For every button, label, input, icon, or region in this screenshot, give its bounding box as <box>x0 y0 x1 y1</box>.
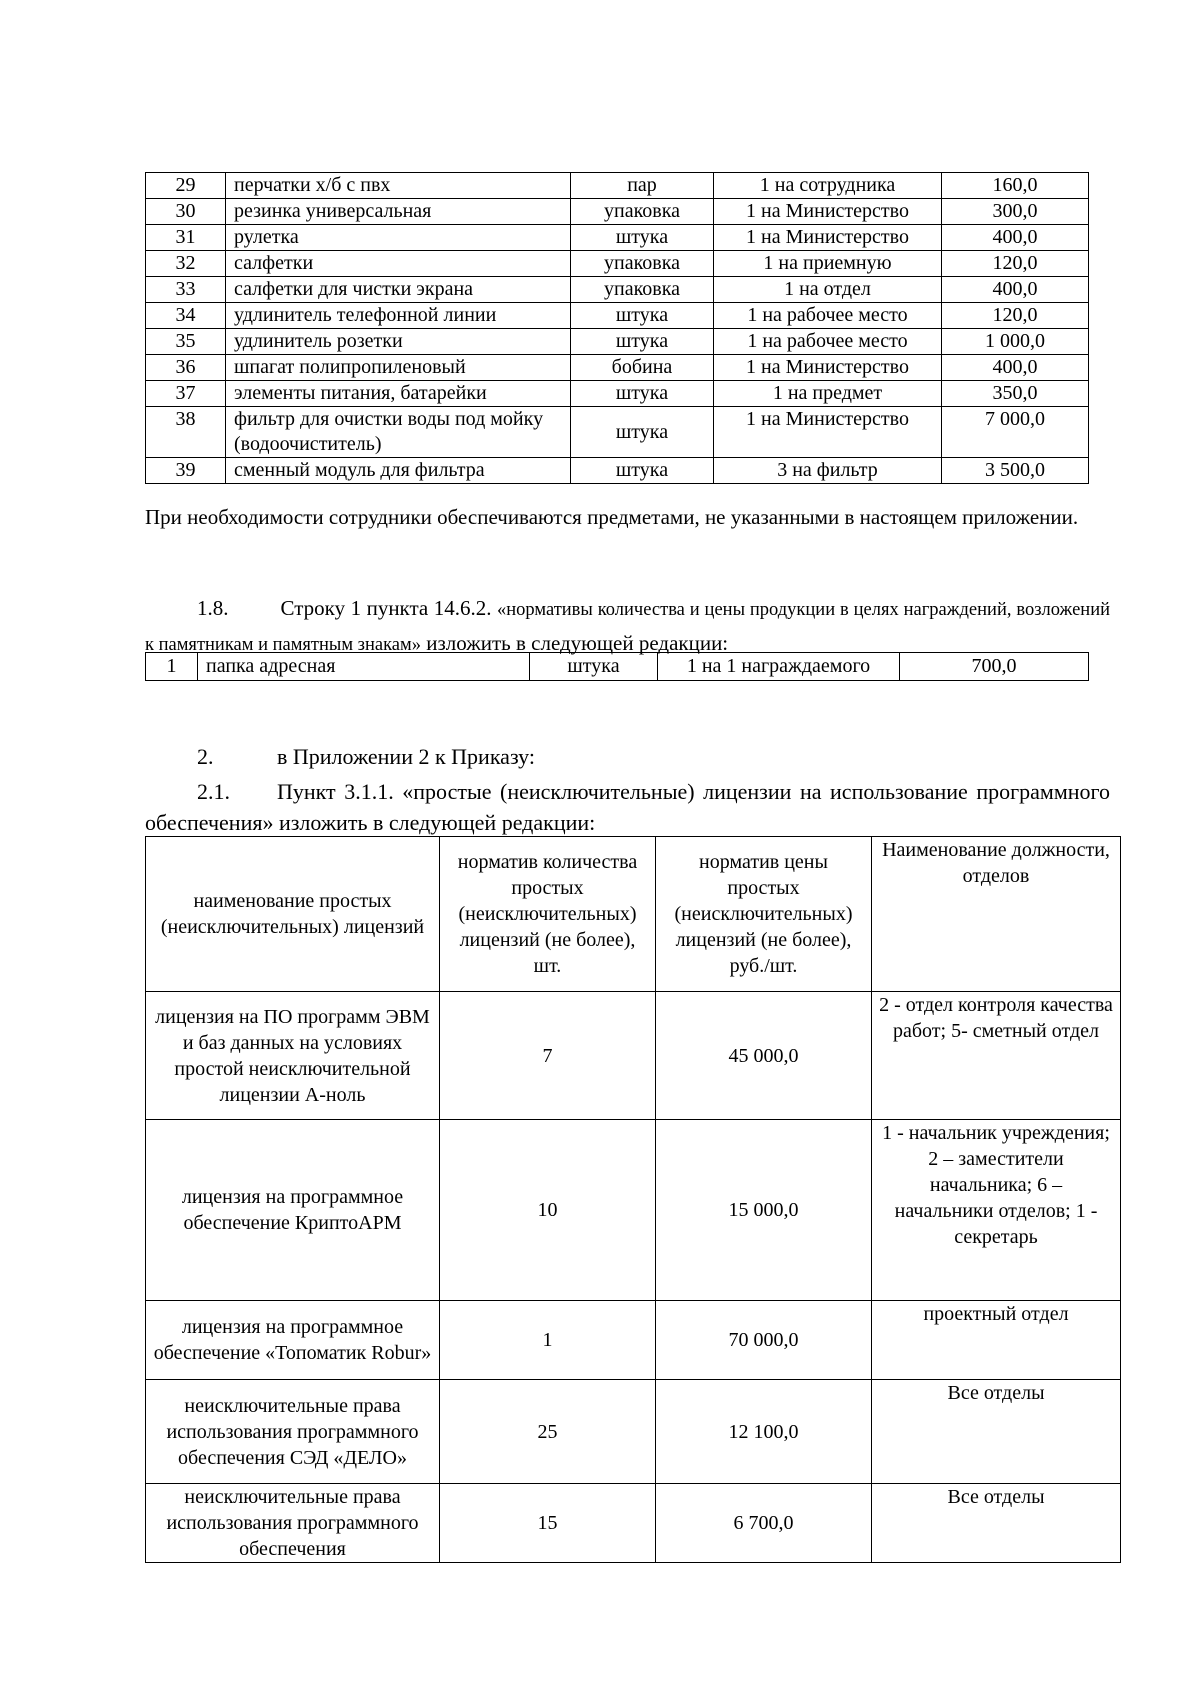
item-unit: штука <box>530 653 658 681</box>
license-quantity: 1 <box>440 1301 656 1380</box>
table-row <box>146 355 1089 381</box>
table-row <box>146 1120 1121 1301</box>
header-positions: Наименование должности, отделов <box>872 837 1121 992</box>
license-positions: 2 - отдел контроля качества работ; 5- сметный отдел <box>872 992 1121 1120</box>
item-unit: штука <box>571 225 714 251</box>
row-number: 32 <box>146 251 226 277</box>
item-name: шпагат полипропиленовый <box>226 355 571 381</box>
item-price: 1 000,0 <box>942 329 1089 355</box>
table-row <box>146 653 1089 681</box>
header-quantity: норматив количества простых (неисключительных) лицензий (не более), шт. <box>440 837 656 992</box>
award-table <box>145 652 1089 681</box>
section-text: Пункт 3.1.1. «простые (неисключительные) лицензии на использование программного обеспечения» изложить в следующей редакции: <box>145 779 1110 835</box>
license-positions: Все отделы <box>872 1380 1121 1484</box>
item-name: элементы питания, батарейки <box>226 381 571 407</box>
header-price: норматив цены простых (неисключительных) лицензий (не более), руб./шт. <box>656 837 872 992</box>
section-quote: «нормативы количества и цены продукции в целях награждений, возложений к памятникам и памятным знакам» <box>145 600 1110 655</box>
section-2-1 <box>145 776 1110 838</box>
section-text: в Приложении 2 к Приказу: <box>277 744 535 769</box>
item-unit: пар <box>571 173 714 199</box>
item-norm: 1 на Министерство <box>714 407 942 458</box>
license-price: 45 000,0 <box>656 992 872 1120</box>
item-price: 160,0 <box>942 173 1089 199</box>
header-license-name: наименование простых (неисключительных) лицензий <box>146 837 440 992</box>
section-number: 2. <box>197 744 214 769</box>
license-quantity: 10 <box>440 1120 656 1301</box>
table-row <box>146 303 1089 329</box>
item-unit: штука <box>571 329 714 355</box>
row-number: 30 <box>146 199 226 225</box>
table-header-row <box>146 837 1121 992</box>
licenses-table <box>145 836 1121 1563</box>
item-price: 120,0 <box>942 251 1089 277</box>
table-row <box>146 458 1089 484</box>
item-unit: штука <box>571 381 714 407</box>
item-unit: штука <box>571 407 714 458</box>
item-name: сменный модуль для фильтра <box>226 458 571 484</box>
row-number: 29 <box>146 173 226 199</box>
table-row <box>146 381 1089 407</box>
license-price: 70 000,0 <box>656 1301 872 1380</box>
row-number: 35 <box>146 329 226 355</box>
item-name: резинка универсальная <box>226 199 571 225</box>
license-name: неисключительные права использования программного обеспечения <box>146 1484 440 1563</box>
item-name: перчатки х/б с пвх <box>226 173 571 199</box>
row-number: 38 <box>146 407 226 458</box>
item-name: рулетка <box>226 225 571 251</box>
row-number: 37 <box>146 381 226 407</box>
item-name: удлинитель телефонной линии <box>226 303 571 329</box>
item-norm: 1 на рабочее место <box>714 303 942 329</box>
item-price: 400,0 <box>942 277 1089 303</box>
item-unit: штука <box>571 303 714 329</box>
item-name: папка адресная <box>198 653 530 681</box>
item-price: 7 000,0 <box>942 407 1089 458</box>
item-norm: 1 на Министерство <box>714 225 942 251</box>
table-row <box>146 1380 1121 1484</box>
supplies-table <box>145 172 1089 484</box>
table-row <box>146 277 1089 303</box>
item-norm: 1 на 1 награждаемого <box>658 653 900 681</box>
row-number: 1 <box>146 653 198 681</box>
section-lead: Строку 1 пункта 14.6.2. <box>280 596 498 620</box>
license-name: лицензия на ПО программ ЭВМ и баз данных на условиях простой неисключительной лицензии А-ноль <box>146 992 440 1120</box>
item-price: 400,0 <box>942 355 1089 381</box>
license-quantity: 15 <box>440 1484 656 1563</box>
item-unit: штука <box>571 458 714 484</box>
license-price: 6 700,0 <box>656 1484 872 1563</box>
table-row <box>146 329 1089 355</box>
item-price: 700,0 <box>900 653 1089 681</box>
item-price: 350,0 <box>942 381 1089 407</box>
license-quantity: 25 <box>440 1380 656 1484</box>
item-norm: 1 на отдел <box>714 277 942 303</box>
item-norm: 1 на сотрудника <box>714 173 942 199</box>
license-name: лицензия на программное обеспечение КриптоАРМ <box>146 1120 440 1301</box>
item-norm: 1 на приемную <box>714 251 942 277</box>
license-name: неисключительные права использования программного обеспечения СЭД «ДЕЛО» <box>146 1380 440 1484</box>
item-name: удлинитель розетки <box>226 329 571 355</box>
section-number: 1.8. <box>197 596 229 620</box>
license-price: 15 000,0 <box>656 1120 872 1301</box>
item-norm: 3 на фильтр <box>714 458 942 484</box>
section-tail: изложить в следующей редакции: <box>420 631 729 655</box>
license-positions: 1 - начальник учреждения; 2 – заместители начальника; 6 – начальники отделов; 1 - секретарь <box>872 1120 1121 1301</box>
item-name: салфетки для чистки экрана <box>226 277 571 303</box>
row-number: 31 <box>146 225 226 251</box>
section-number: 2.1. <box>197 779 230 804</box>
table-row <box>146 225 1089 251</box>
item-unit: упаковка <box>571 251 714 277</box>
table-row <box>146 1484 1121 1563</box>
item-unit: упаковка <box>571 199 714 225</box>
license-price: 12 100,0 <box>656 1380 872 1484</box>
item-price: 300,0 <box>942 199 1089 225</box>
item-unit: упаковка <box>571 277 714 303</box>
item-norm: 1 на предмет <box>714 381 942 407</box>
item-price: 400,0 <box>942 225 1089 251</box>
license-positions: проектный отдел <box>872 1301 1121 1380</box>
table-row <box>146 251 1089 277</box>
row-number: 33 <box>146 277 226 303</box>
row-number: 39 <box>146 458 226 484</box>
table-row <box>146 407 1089 458</box>
table-row <box>146 199 1089 225</box>
item-name: салфетки <box>226 251 571 277</box>
table-row <box>146 992 1121 1120</box>
item-price: 120,0 <box>942 303 1089 329</box>
row-number: 34 <box>146 303 226 329</box>
item-price: 3 500,0 <box>942 458 1089 484</box>
row-number: 36 <box>146 355 226 381</box>
note-paragraph: При необходимости сотрудники обеспечиваются предметами, не указанными в настоящем приложении. <box>145 505 1079 529</box>
item-norm: 1 на Министерство <box>714 199 942 225</box>
item-name: фильтр для очистки воды под мойку (водоочиститель) <box>226 407 571 458</box>
table-row <box>146 1301 1121 1380</box>
table-row <box>146 173 1089 199</box>
license-positions: Все отделы <box>872 1484 1121 1563</box>
item-norm: 1 на Министерство <box>714 355 942 381</box>
license-name: лицензия на программное обеспечение «Топоматик Robur» <box>146 1301 440 1380</box>
item-norm: 1 на рабочее место <box>714 329 942 355</box>
section-2 <box>145 740 1110 773</box>
license-quantity: 7 <box>440 992 656 1120</box>
item-unit: бобина <box>571 355 714 381</box>
